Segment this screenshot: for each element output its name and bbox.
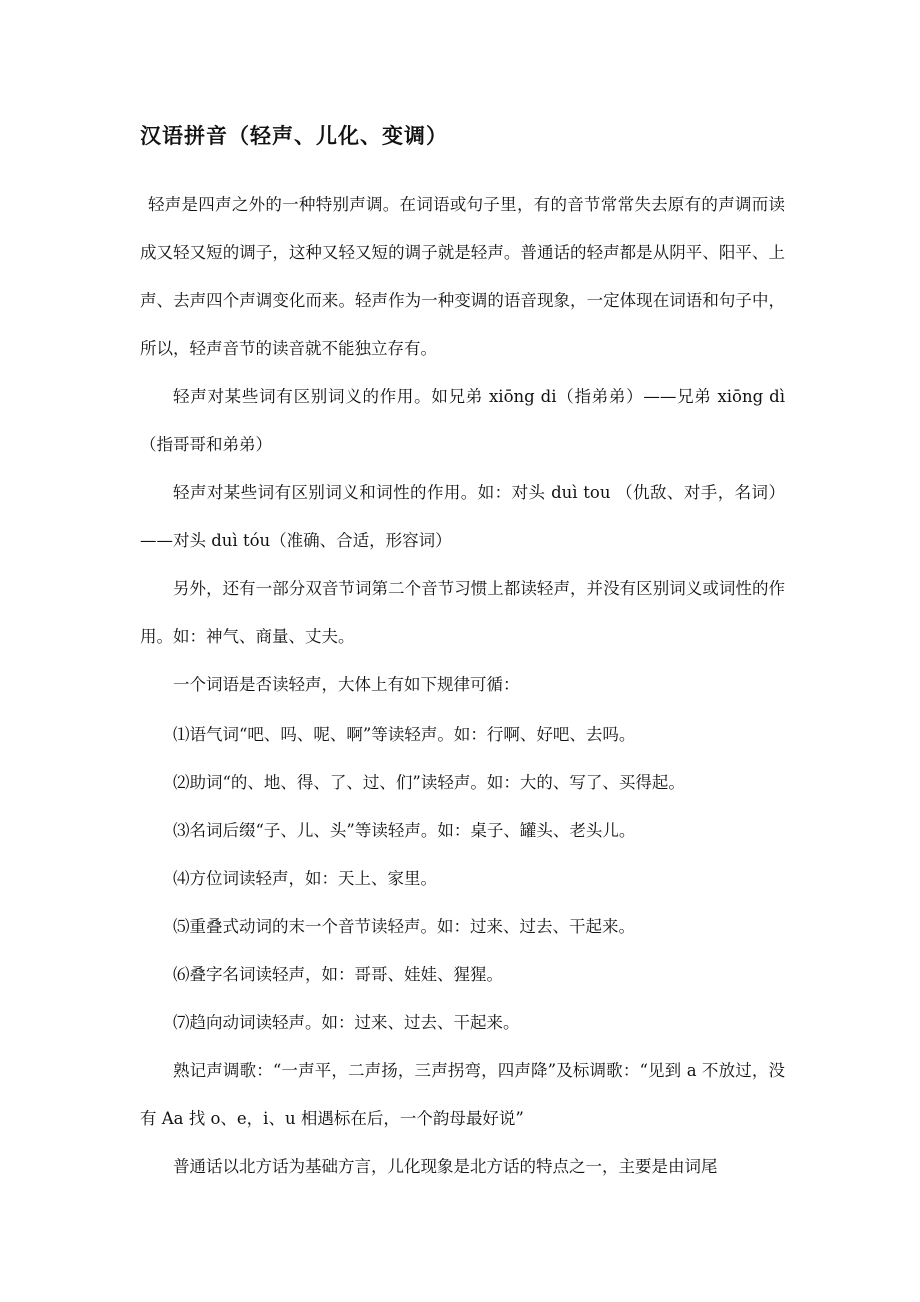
paragraph-meaning-distinction: 轻声对某些词有区别词义的作用。如兄弟 xiōng di（指弟弟）——兄弟 xiōng dì（指哥哥和弟弟） [140,387,785,454]
rule-item-4: ⑷方位词读轻声，如：天上、家里。 [173,869,437,888]
rule-item-3: ⑶名词后缀“子、儿、头”等读轻声。如：桌子、罐头、老头儿。 [173,821,636,840]
document-title: 汉语拼音（轻声、儿化、变调） [140,124,448,148]
paragraph-erhua-intro: 普通话以北方话为基础方言，儿化现象是北方话的特点之一，主要是由词尾 [173,1157,718,1176]
paragraph-rules-intro: 一个词语是否读轻声，大体上有如下规律可循： [173,675,520,694]
rule-item-6: ⑹叠字名词读轻声，如：哥哥、娃娃、猩猩。 [173,965,503,984]
rule-item-1: ⑴语气词“吧、吗、呢、啊”等读轻声。如：行啊、好吧、去吗。 [173,725,636,744]
paragraph-intro: 轻声是四声之外的一种特别声调。在词语或句子里，有的音节常常失去原有的声调而读成又轻又短的调子，这种又轻又短的调子就是轻声。普通话的轻声都是从阴平、阳平、上声、去声四个声调变化而来。轻声作为一种变调的语音现象，一定体现在词语和句子中，所以，轻声音节的读音就不能独立存有。 [140,195,785,358]
paragraph-tone-song: 熟记声调歌：“一声平，二声扬，三声拐弯，四声降”及标调歌：“见到 a 不放过，没有 Aa 找 o、e，i、u 相遇标在后，一个韵母最好说” [140,1061,785,1128]
paragraph-part-of-speech: 轻声对某些词有区别词义和词性的作用。如：对头 duì tou （仇敌、对手，名词）——对头 duì tóu（准确、合适，形容词） [140,483,785,550]
rule-item-2: ⑵助词“的、地、得、了、过、们”读轻声。如：大的、写了、买得起。 [173,773,685,792]
paragraph-habitual-neutral: 另外，还有一部分双音节词第二个音节习惯上都读轻声，并没有区别词义或词性的作用。如：神气、商量、丈夫。 [140,579,785,646]
rule-item-7: ⑺趋向动词读轻声。如：过来、过去、干起来。 [173,1013,520,1032]
rule-item-5: ⑸重叠式动词的末一个音节读轻声。如：过来、过去、干起来。 [173,917,635,936]
